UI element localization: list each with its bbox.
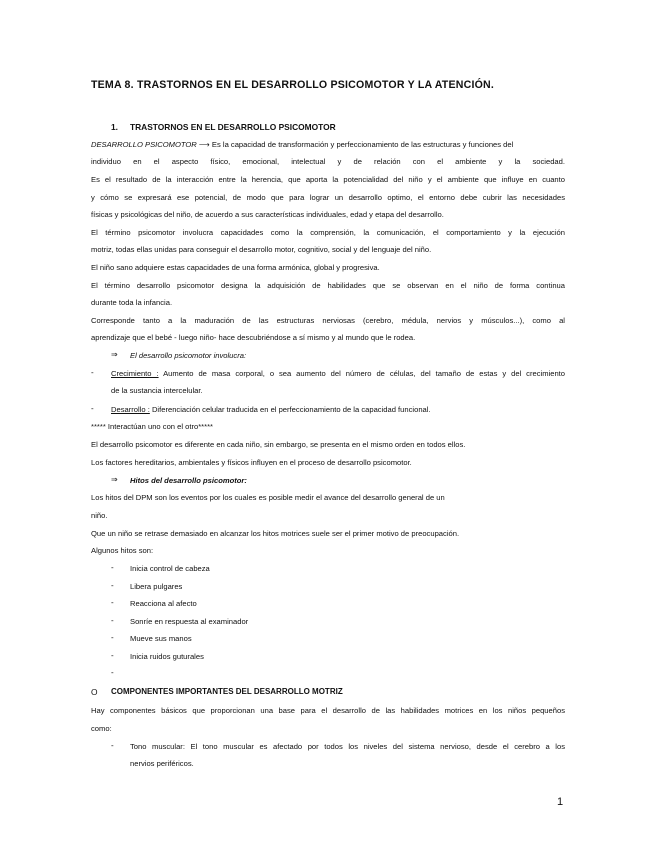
paragraph-line: durante toda la infancia. <box>91 298 173 307</box>
list-item: Inicia control de cabeza <box>130 564 210 573</box>
bullet: - <box>91 368 94 377</box>
paragraph-line: Algunos hitos son: <box>91 546 154 555</box>
paragraph-line: motriz, todas ellas unidas para conseguir el desarrollo motor, cognitivo, social y del lenguaje del niño. <box>91 245 432 254</box>
definition-text: Es la capacidad de transformación y perfeccionamiento de las estructuras y funciones del <box>211 140 514 149</box>
list-item: Mueve sus manos <box>130 634 192 643</box>
paragraph-line: y cómo se expresará ese potencial, de modo que para lograr un desarrollo optimo, el entorno debe cubrir las necesidades <box>91 193 565 202</box>
list-item-tono: Tono muscular: El tono muscular es afectado por todos los niveles del sistema nervioso, desde el cerebro a los <box>130 742 565 751</box>
section-heading: TRASTORNOS EN EL DESARROLLO PSICOMOTOR <box>130 122 336 132</box>
definition-line <box>91 140 513 150</box>
paragraph-line: físicas y psicológicas del niño, de acuerdo a sus características individuales, edad y etapa del desarrollo. <box>91 210 444 219</box>
term-text: Aumento de masa corporal, o sea aumento del número de células, del tamaño de estas y del crecimiento <box>163 369 565 378</box>
bullet: - <box>111 668 114 677</box>
paragraph-line: El desarrollo psicomotor es diferente en cada niño, sin embargo, se presenta en el mismo orden en todos ellos. <box>91 440 466 449</box>
page-number: 1 <box>557 796 564 808</box>
bullet: - <box>111 633 114 642</box>
paragraph-line: Hay componentes básicos que proporcionan una base para el desarrollo de las habilidades motrices en los niños pequeños <box>91 706 565 715</box>
definition-label: DESARROLLO PSICOMOTOR <box>91 140 197 149</box>
paragraph-line: como: <box>91 724 112 733</box>
bullet: - <box>111 598 114 607</box>
subheading: El desarrollo psicomotor involucra: <box>130 351 247 360</box>
term-label: Desarrollo : <box>111 405 150 414</box>
term-label: Crecimiento : <box>111 369 159 378</box>
document-title: TEMA 8. TRASTORNOS EN EL DESARROLLO PSICOMOTOR Y LA ATENCIÓN. <box>91 79 495 91</box>
paragraph-line: niño. <box>91 511 108 520</box>
bullet: - <box>111 616 114 625</box>
circle-bullet: O <box>91 687 98 697</box>
paragraph-line: Que un niño se retrase demasiado en alcanzar los hitos motrices suele ser el primer motivo de preocupación. <box>91 529 460 538</box>
bullet: - <box>111 741 114 750</box>
paragraph-line: Corresponde tanto a la maduración de las estructuras nerviosas (cerebro, médula, nervios y músculos...), como al <box>91 316 565 325</box>
bullet: - <box>91 404 94 413</box>
paragraph-line: Los hitos del DPM son los eventos por los cuales es posible medir el avance del desarrollo general de un <box>91 493 445 502</box>
bullet: - <box>111 581 114 590</box>
list-item: Sonríe en respuesta al examinador <box>130 617 249 626</box>
right-arrow-icon: ⟶ <box>198 140 210 149</box>
paragraph-line: individuo en el aspecto físico, emocional, intelectual y de relación con el ambiente y la sociedad. <box>91 157 565 166</box>
bullet: - <box>111 563 114 572</box>
list-item-continuation: nervios periféricos. <box>130 759 194 768</box>
paragraph-line: El niño sano adquiere estas capacidades de una forma armónica, global y progresiva. <box>91 263 380 272</box>
list-item: Inicia ruidos guturales <box>130 652 204 661</box>
list-item-crecimiento <box>111 369 565 379</box>
list-item-desarrollo <box>111 405 431 415</box>
paragraph-line: Los factores hereditarios, ambientales y físicos influyen en el proceso de desarrollo psicomotor. <box>91 458 412 467</box>
double-arrow-icon: ⇒ <box>111 475 118 484</box>
list-item: Libera pulgares <box>130 582 183 591</box>
paragraph-line: aprendizaje que el bebé - luego niño- hace descubriéndose a sí mismo y al mundo que le rodea. <box>91 333 416 342</box>
term-text: Diferenciación celular traducida en el perfeccionamiento de la capacidad funcional. <box>151 405 431 414</box>
subheading: Hitos del desarrollo psicomotor: <box>130 476 247 485</box>
paragraph-line: Es el resultado de la interacción entre la herencia, que aporta la potencialidad del niño y el ambiente que influye en cuanto <box>91 175 565 184</box>
section-heading: COMPONENTES IMPORTANTES DEL DESARROLLO MOTRIZ <box>111 687 343 696</box>
interaction-note: ***** Interactúan uno con el otro***** <box>91 422 214 431</box>
list-item: Reacciona al afecto <box>130 599 197 608</box>
list-item-continuation: de la sustancia intercelular. <box>111 386 203 395</box>
double-arrow-icon: ⇒ <box>111 350 118 359</box>
section-number: 1. <box>111 122 118 132</box>
paragraph-line: El término desarrollo psicomotor designa la adquisición de habilidades que se observan en el niño de forma continua <box>91 281 565 290</box>
paragraph-line: El término psicomotor involucra capacidades como la comprensión, la comunicación, el comportamiento y la ejecución <box>91 228 565 237</box>
bullet: - <box>111 651 114 660</box>
